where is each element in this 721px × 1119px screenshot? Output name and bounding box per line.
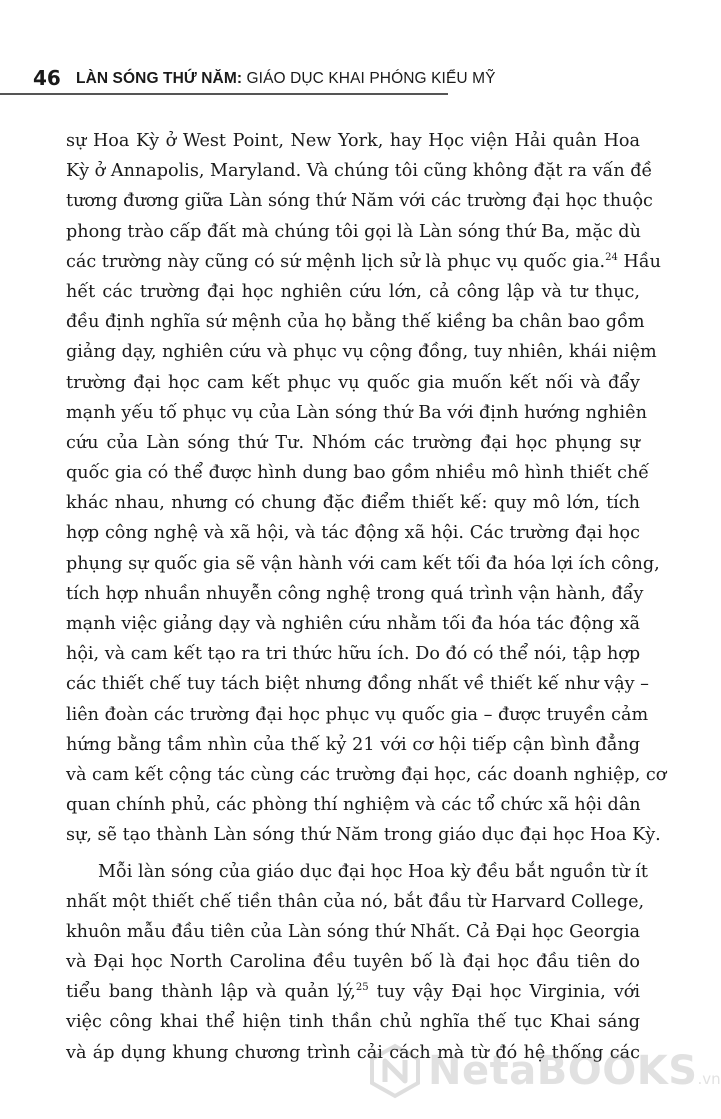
text-segment: các trường này cũng có sứ mệnh lịch sử là phục vụ quốc gia. [66, 251, 606, 272]
netabooks-logo-icon [368, 1044, 422, 1098]
text-line: Kỳ ở Annapolis, Maryland. Và chúng tôi cũng không đặt ra vấn đề [66, 161, 653, 182]
text-line: hội, và cam kết tạo ra tri thức hữu ích. Do đó có thể nói, tập hợp [66, 644, 641, 665]
body-text [66, 126, 667, 1068]
footnote-ref-25: 25 [355, 982, 369, 994]
text-line: mạnh việc giảng dạy và nghiên cứu nhằm tối đa hóa tác động xã [66, 614, 641, 634]
text-line: nhất một thiết chế tiền thân của nó, bắt đầu từ Harvard College, [66, 891, 645, 912]
text-line: các thiết chế tuy tách biệt nhưng đồng nhất về thiết kế như vậy – [66, 674, 649, 695]
watermark-suffix: .vn [697, 1070, 721, 1088]
text-line: phong trào cấp đất mà chúng tôi gọi là Làn sóng thứ Ba, mặc dù [66, 221, 641, 242]
text-line: mạnh yếu tố phục vụ của Làn sóng thứ Ba với định hướng nghiên [66, 402, 647, 423]
text-line: liên đoàn các trường đại học phục vụ quốc gia – được truyền cảm [66, 704, 649, 725]
text-line: và cam kết cộng tác cùng các trường đại học, các doanh nghiệp, cơ [66, 764, 667, 785]
running-header [0, 62, 700, 102]
text-line: tích hợp nhuần nhuyễn công nghệ trong quá trình vận hành, đẩy [66, 583, 644, 604]
text-line: cứu của Làn sóng thứ Tư. Nhóm các trường đại học phụng sự [66, 432, 640, 453]
text-line: và Đại học North Carolina đều tuyên bố là đại học đầu tiên do [66, 952, 640, 973]
chapter-title-rest: GIÁO DỤC KHAI PHÓNG KIỂU MỸ [242, 70, 496, 87]
text-line: trường đại học cam kết phục vụ quốc gia muốn kết nối và đẩy [66, 372, 640, 393]
chapter-title [76, 70, 496, 88]
text-line: phụng sự quốc gia sẽ vận hành với cam kết tối đa hóa lợi ích công, [66, 553, 660, 574]
text-segment: tuy vậy Đại học Virginia, với [368, 982, 640, 1003]
text-line [66, 977, 640, 1007]
text-line: quốc gia có thể được hình dung bao gồm nhiều mô hình thiết chế [66, 463, 650, 484]
text-line: đều định nghĩa sứ mệnh của họ bằng thế kiềng ba chân bao gồm [66, 312, 645, 333]
text-line: và áp dụng khung chương trình cải cách mà từ đó hệ thống các [66, 1042, 640, 1063]
text-segment: Hầu [617, 251, 661, 272]
header-rule [0, 93, 448, 95]
chapter-title-bold: LÀN SÓNG THỨ NĂM: [76, 70, 243, 87]
text-line: hết các trường đại học nghiên cứu lớn, cả công lập và tư thục, [66, 281, 640, 302]
text-line: sự, sẽ tạo thành Làn sóng thứ Năm trong giáo dục đại học Hoa Kỳ. [66, 825, 661, 846]
text-line: tương đương giữa Làn sóng thứ Năm với các trường đại học thuộc [66, 191, 653, 212]
text-line: khuôn mẫu đầu tiên của Làn sóng thứ Nhất. Cả Đại học Georgia [66, 921, 640, 942]
footnote-ref-24: 24 [605, 251, 618, 263]
text-line: khác nhau, nhưng có chung đặc điểm thiết kế: quy mô lớn, tích [66, 493, 640, 514]
watermark-brand: NetaBOOKS [428, 1048, 698, 1094]
text-line: giảng dạy, nghiên cứu và phục vụ cộng đồng, tuy nhiên, khái niệm [66, 342, 657, 363]
text-line: Mỗi làn sóng của giáo dục đại học Hoa kỳ đều bắt nguồn từ ít [98, 861, 648, 882]
text-line: hợp công nghệ và xã hội, và tác động xã hội. Các trường đại học [66, 523, 640, 544]
text-line: việc công khai thể hiện tinh thần chủ nghĩa thế tục Khai sáng [66, 1012, 640, 1033]
watermark [368, 1038, 721, 1108]
text-line: sự Hoa Kỳ ở West Point, New York, hay Học viện Hải quân Hoa [66, 131, 640, 151]
text-segment: tiểu bang thành lập và quản lý, [66, 982, 356, 1003]
text-line: hứng bằng tầm nhìn của thế kỷ 21 với cơ hội tiếp cận bình đẳng [66, 734, 640, 755]
text-line: quan chính phủ, các phòng thí nghiệm và các tổ chức xã hội dân [66, 795, 641, 816]
text-line [66, 247, 661, 277]
watermark-text [428, 1048, 721, 1094]
page-number: 46 [33, 66, 61, 90]
